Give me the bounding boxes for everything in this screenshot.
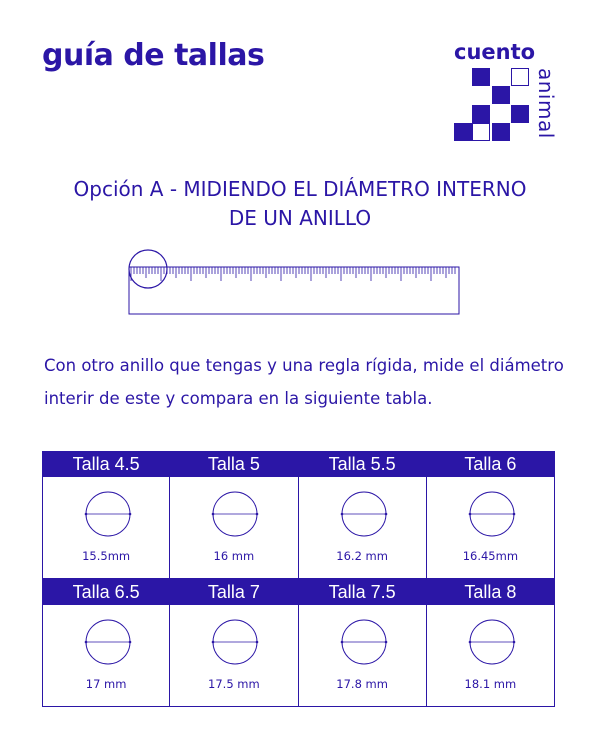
size-card xyxy=(298,451,427,579)
ring-diameter-icon xyxy=(211,618,259,666)
ring-diameter-icon xyxy=(84,618,132,666)
size-diameter: 16 mm xyxy=(213,549,255,563)
size-label: Talla 5.5 xyxy=(299,452,426,477)
logo-word: cuento xyxy=(454,40,536,64)
size-card xyxy=(169,451,298,579)
size-label: Talla 7.5 xyxy=(299,580,426,605)
logo-square xyxy=(454,123,472,141)
size-label: Talla 7 xyxy=(170,580,297,605)
size-card xyxy=(426,579,555,707)
logo-vertical-word: animal xyxy=(534,68,558,139)
ring-diameter-icon xyxy=(340,490,388,538)
logo-square xyxy=(511,68,529,86)
logo-square xyxy=(472,68,490,86)
ruler-illustration xyxy=(127,247,463,317)
size-card xyxy=(42,451,170,579)
size-card xyxy=(42,579,170,707)
size-label: Talla 4.5 xyxy=(43,452,169,477)
brand-logo xyxy=(450,40,560,150)
size-diameter: 17 mm xyxy=(85,677,127,691)
ring-diameter-icon xyxy=(468,490,516,538)
size-diameter: 15.5mm xyxy=(82,549,131,563)
logo-square xyxy=(511,105,529,123)
size-label: Talla 6.5 xyxy=(43,580,169,605)
size-card xyxy=(169,579,298,707)
logo-square xyxy=(472,123,490,141)
logo-square xyxy=(492,86,510,104)
size-diameter: 18.1 mm xyxy=(464,677,517,691)
ring-diameter-icon xyxy=(84,490,132,538)
ring-diameter-icon xyxy=(468,618,516,666)
size-card xyxy=(298,579,427,707)
size-table xyxy=(42,451,555,707)
size-card xyxy=(426,451,555,579)
size-label: Talla 5 xyxy=(170,452,297,477)
size-diameter: 17.5 mm xyxy=(208,677,260,691)
ring-diameter-icon xyxy=(340,618,388,666)
logo-square xyxy=(472,105,490,123)
size-label: Talla 8 xyxy=(427,580,554,605)
size-label: Talla 6 xyxy=(427,452,554,477)
subtitle-line-1: Opción A - MIDIENDO EL DIÁMETRO INTERNO xyxy=(73,177,527,201)
instructions-line-2: interir de este y compara en la siguiente tabla. xyxy=(44,389,433,408)
page-title: guía de tallas xyxy=(42,38,265,73)
instructions-text xyxy=(44,349,574,415)
size-diameter: 16.2 mm xyxy=(336,549,388,563)
size-diameter: 16.45mm xyxy=(462,549,519,563)
subtitle-line-2: DE UN ANILLO xyxy=(228,206,372,230)
ring-diameter-icon xyxy=(211,490,259,538)
logo-square xyxy=(492,123,510,141)
size-diameter: 17.8 mm xyxy=(336,677,388,691)
instructions-line-1: Con otro anillo que tengas y una regla rígida, mide el diámetro xyxy=(44,356,564,375)
section-subtitle xyxy=(0,175,600,233)
